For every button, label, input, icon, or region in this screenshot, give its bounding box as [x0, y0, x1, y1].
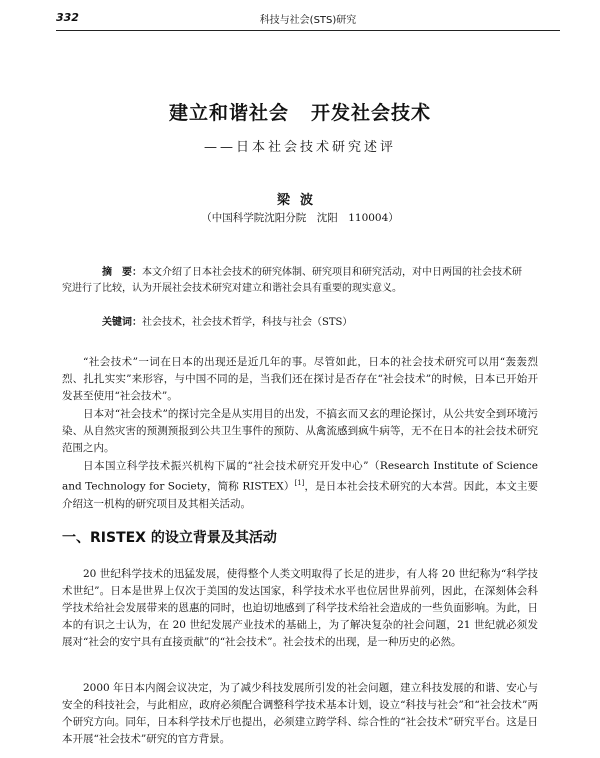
article-title	[0, 98, 600, 125]
section-heading: 一、RISTEX 的设立背景及其活动	[62, 530, 277, 546]
abstract-text: 本文介绍了日本社会技术的研究体制、研究项目和研究活动，对中日两国的社会技术研究进行了比较，认为开展社会技术研究对建立和谐社会具有重要的现实意义。	[62, 267, 522, 294]
keywords-label: 关键词：	[102, 317, 142, 328]
title-part-1: 建立和谐社会	[168, 102, 289, 124]
paragraph-1: “社会技术”一词在日本的出现还是近几年的事。尽管如此，日本的社会技术研究可以用“轰轰烈烈、扎扎实实”来形容，与中国不同的是，当我们还在探讨是否存在“社会技术”的时候，日本已开始开发甚至使用“社会技术”。	[62, 356, 538, 402]
running-header	[56, 10, 560, 31]
paragraph-2: 日本对“社会技术”的探讨完全是从实用目的出发，不搞玄而又玄的理论探讨，从公共安全到环境污染、从自然灾害的预测预报到公共卫生事件的预防、从禽流感到疯牛病等，无不在日本的社会技术研究范围之内。	[62, 408, 538, 454]
paragraph-3-tail: ，是日本社会技术研究的大本营。因此，本文主要介绍这一机构的研究项目及其相关活动。	[62, 480, 539, 510]
paragraph-3-text: 日本国立科学技术振兴机构下属的“社会技术研究开发中心”（Research Institute of Science and Technology for Society，简称 RISTEX）	[62, 460, 538, 493]
journal-name: 科技与社会(STS)研究	[259, 15, 357, 26]
paragraph-4: 20 世纪科学技术的迅猛发展，使得整个人类文明取得了长足的进步，有人将 20 世纪称为“科学技术世纪”。日本是世界上仅次于美国的发达国家，科学技术水平也位居世界前列，因此，在深刻体会科学技术给社会发展带来的恩惠的同时，也迫切地感到了科学技术给社会造成的一些负面影响。为此，日本的有识之士认为，在 20 世纪发展产业技术的基础上，为了解决复杂的社会问题，21 世纪就必须发展对“社会的安宁具有直接贡献”的“社会技术”。社会技术的出现，是一种历史的必然。	[62, 568, 538, 648]
author-name: 梁波	[276, 193, 323, 208]
keywords	[102, 315, 522, 331]
paragraph-3	[62, 458, 538, 513]
citation-ref: [1]	[294, 479, 305, 487]
author-affiliation: （中国科学院沈阳分院 沈阳 110004）	[201, 212, 399, 224]
abstract	[62, 265, 522, 297]
paragraph-5: 2000 年日本内阁会议决定，为了减少科技发展所引发的社会问题，建立科技发展的和谐、安心与安全的科技社会，与此相应，政府必须配合调整科学技术基本计划，设立“科技与社会”和“社会技术”两个研究方向。同年，日本科学技术厅也提出，必须建立跨学科、综合性的“社会技术”研究平台。这是日本开展“社会技术”研究的官方背景。	[62, 682, 538, 745]
page-number: 332	[56, 11, 79, 24]
article-subtitle: ——日本社会技术研究述评	[203, 140, 396, 155]
title-part-2: 开发社会技术	[311, 102, 432, 124]
abstract-label: 摘 要：	[102, 267, 142, 278]
keywords-text: 社会技术，社会技术哲学，科技与社会（STS）	[142, 317, 353, 328]
